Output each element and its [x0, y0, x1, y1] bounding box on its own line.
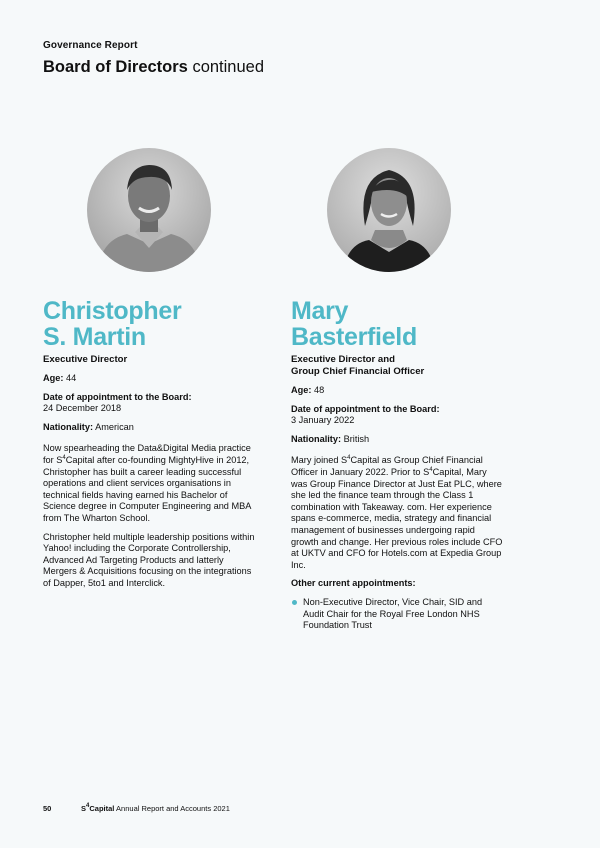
director-age [43, 373, 255, 385]
age-value: 48 [313, 385, 325, 395]
bio-text: Mary joined S [291, 455, 348, 466]
age-value: 44 [65, 373, 77, 383]
name-line-1: Mary [291, 297, 349, 325]
name-line-1: Christopher [43, 297, 182, 325]
director-name-mary [291, 298, 417, 350]
section-label: Governance Report [43, 40, 138, 51]
portrait-christopher [87, 148, 211, 272]
page-title [43, 58, 264, 77]
bio-text: Capital after co-founding MightyHive in 2012, Christopher has built a career leading successful operations and client services organisations in technical fields having earned his Bachelor of Science degree in Computer Engineering and MBA from The Wharton School. [43, 454, 251, 523]
appointment-label: Date of appointment to the Board: [291, 403, 440, 414]
page-title-bold: Board of Directors [43, 58, 188, 76]
director-nationality [43, 422, 255, 434]
footer-report-title: Annual Report and Accounts 2021 [116, 804, 230, 813]
nationality-value: British [343, 433, 370, 444]
director-nationality [291, 434, 503, 446]
brand-text: S [81, 804, 87, 813]
brand-superscript: 4 [86, 803, 90, 809]
appointment-date: 24 December 2018 [43, 403, 122, 414]
appointment-label: Date of appointment to the Board: [43, 391, 192, 402]
director-bio-paragraph: Christopher held multiple leadership positions within Yahoo! including the Corporate Controllership, Advanced Ad Targeting Products and latterly Mergers & Acquisitions focusing on the integrations of Dapper, 5to1 and Interclick. [43, 531, 255, 588]
page-footer [43, 804, 230, 813]
other-appointment-item: Non-Executive Director, Vice Chair, SID and Audit Chair for the Royal Free London NHS Foundation Trust [291, 597, 503, 632]
age-label: Age: [43, 373, 64, 383]
role-line-2: Group Chief Financial Officer [291, 366, 425, 377]
brand-superscript: 4 [62, 454, 66, 461]
name-line-2: Basterfield [291, 323, 417, 351]
portrait-mary [327, 148, 451, 272]
bio-text: Capital, Mary was Group Finance Director at Just Eat PLC, where she led the finance team through the Class 1 combination with Takeaway. com. Her experience spans e-commerce, media, strategy and financial management of businesses undergoing rapid growth and change. Her previous roles include CFO at UKTV and CFO for Hotels.com at Expedia Group Inc. [291, 466, 503, 570]
brand-superscript: 4 [429, 466, 433, 473]
age-label: Age: [291, 385, 312, 395]
director-role [291, 354, 503, 378]
director-bio-paragraph [43, 443, 255, 524]
other-appointments-label: Other current appointments: [291, 578, 416, 589]
footer-brand [81, 804, 114, 813]
director-age [291, 385, 503, 397]
bio-text: Now spearheading the Data&Digital Media practice for S [43, 443, 251, 465]
nationality-label: Nationality: [291, 433, 342, 444]
director-name-christopher [43, 298, 181, 350]
nationality-value: American [95, 421, 134, 432]
brand-text: Capital [89, 804, 115, 813]
name-line-2: S. Martin [43, 323, 146, 351]
role-line-1: Executive Director and [291, 354, 395, 365]
bio-text: Capital as Group Chief Financial Officer in January 2022. Prior to S [291, 455, 483, 477]
director-details-christopher [43, 354, 255, 590]
appointment-date: 3 January 2022 [291, 415, 355, 426]
director-details-mary [291, 354, 503, 632]
page-title-continued: continued [192, 58, 265, 76]
page-number: 50 [43, 804, 52, 813]
director-bio-paragraph [291, 455, 503, 571]
brand-superscript: 4 [347, 455, 351, 462]
nationality-label: Nationality: [43, 421, 94, 432]
director-role: Executive Director [43, 354, 128, 365]
